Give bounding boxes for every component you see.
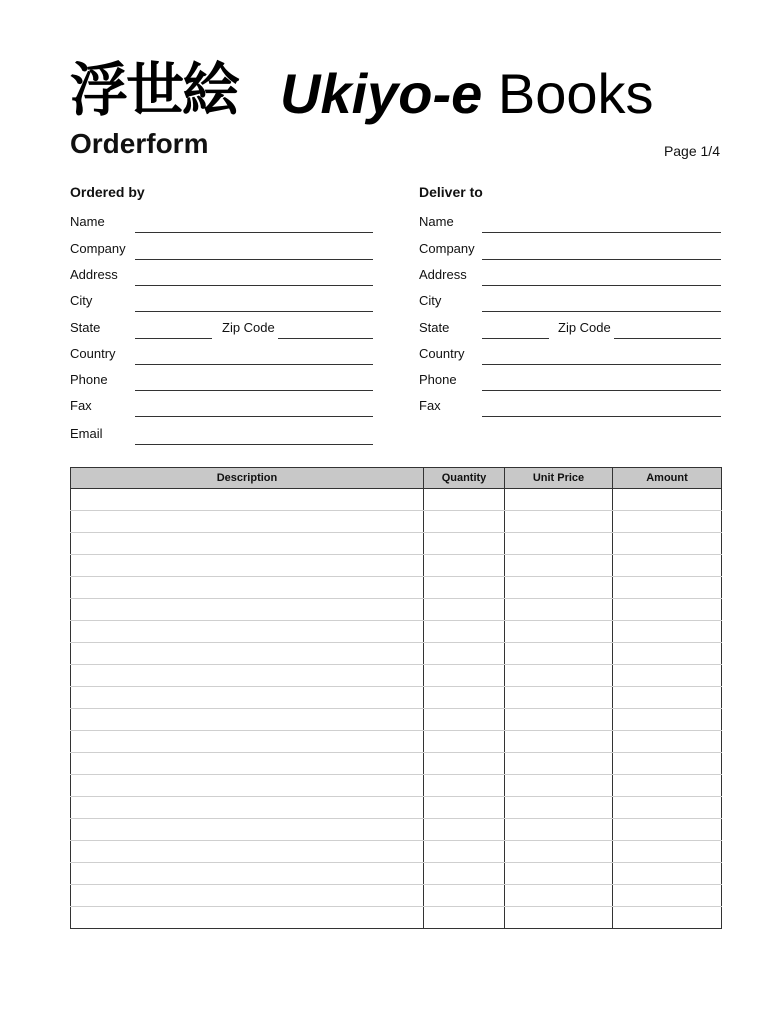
unit-price-cell[interactable]: [505, 863, 613, 885]
unit-price-cell[interactable]: [505, 511, 613, 533]
unit-price-cell[interactable]: [505, 621, 613, 643]
unit-price-cell[interactable]: [505, 665, 613, 687]
ordered-by-city-field[interactable]: [135, 311, 373, 312]
ordered-by-phone-field[interactable]: [135, 390, 373, 391]
table-row: [71, 797, 722, 819]
deliver-to-country-label: Country: [419, 346, 465, 361]
amount-cell[interactable]: [613, 797, 722, 819]
order-items-table: [70, 467, 722, 929]
deliver-to-heading: Deliver to: [419, 184, 483, 200]
ordered-by-name-field[interactable]: [135, 232, 373, 233]
ordered-by-company-field[interactable]: [135, 259, 373, 260]
unit-price-cell[interactable]: [505, 731, 613, 753]
description-cell[interactable]: [71, 489, 424, 511]
table-row: [71, 555, 722, 577]
description-cell[interactable]: [71, 863, 424, 885]
deliver-to-company-field[interactable]: [482, 259, 721, 260]
amount-cell[interactable]: [613, 709, 722, 731]
amount-cell[interactable]: [613, 753, 722, 775]
quantity-cell[interactable]: [424, 753, 505, 775]
deliver-to-city-field[interactable]: [482, 311, 721, 312]
unit-price-cell[interactable]: [505, 885, 613, 907]
amount-cell[interactable]: [613, 819, 722, 841]
deliver-to-address-field[interactable]: [482, 285, 721, 286]
description-cell[interactable]: [71, 885, 424, 907]
description-cell[interactable]: [71, 599, 424, 621]
description-cell[interactable]: [71, 907, 424, 929]
deliver-to-zip-field[interactable]: [614, 338, 721, 339]
deliver-to-state-field[interactable]: [482, 338, 549, 339]
unit-price-cell[interactable]: [505, 687, 613, 709]
amount-cell[interactable]: [613, 555, 722, 577]
ordered-by-email-label: Email: [70, 426, 103, 441]
table-row: [71, 489, 722, 511]
quantity-cell[interactable]: [424, 643, 505, 665]
table-row: [71, 577, 722, 599]
deliver-to-name-label: Name: [419, 214, 454, 229]
deliver-to-state-label: State: [419, 320, 450, 335]
ordered-by-country-label: Country: [70, 346, 116, 361]
deliver-to-address-label: Address: [419, 267, 467, 282]
table-row: [71, 885, 722, 907]
quantity-cell[interactable]: [424, 885, 505, 907]
table-row: [71, 687, 722, 709]
amount-cell[interactable]: [613, 489, 722, 511]
unit-price-cell[interactable]: [505, 577, 613, 599]
description-cell[interactable]: [71, 731, 424, 753]
ordered-by-phone-label: Phone: [70, 372, 108, 387]
deliver-to-country-field[interactable]: [482, 364, 721, 365]
ordered-by-heading: Ordered by: [70, 184, 145, 200]
unit-price-cell[interactable]: [505, 533, 613, 555]
amount-cell[interactable]: [613, 621, 722, 643]
quantity-cell[interactable]: [424, 687, 505, 709]
amount-cell[interactable]: [613, 643, 722, 665]
quantity-cell[interactable]: [424, 841, 505, 863]
amount-cell[interactable]: [613, 731, 722, 753]
unit-price-cell[interactable]: [505, 489, 613, 511]
brand-name: [280, 62, 654, 126]
unit-price-cell[interactable]: [505, 709, 613, 731]
table-row: [71, 775, 722, 797]
description-cell[interactable]: [71, 665, 424, 687]
column-header-amount: Amount: [613, 468, 722, 489]
quantity-cell[interactable]: [424, 709, 505, 731]
table-row: [71, 709, 722, 731]
description-cell[interactable]: [71, 577, 424, 599]
description-cell[interactable]: [71, 841, 424, 863]
amount-cell[interactable]: [613, 841, 722, 863]
table-row: [71, 819, 722, 841]
ordered-by-name-label: Name: [70, 214, 105, 229]
page-title: Orderform: [70, 128, 209, 159]
quantity-cell[interactable]: [424, 665, 505, 687]
table-header-row: [71, 468, 722, 489]
quantity-cell[interactable]: [424, 775, 505, 797]
quantity-cell[interactable]: [424, 489, 505, 511]
deliver-to-phone-field[interactable]: [482, 390, 721, 391]
quantity-cell[interactable]: [424, 577, 505, 599]
amount-cell[interactable]: [613, 885, 722, 907]
ordered-by-company-label: Company: [70, 241, 126, 256]
deliver-to-company-label: Company: [419, 241, 475, 256]
amount-cell[interactable]: [613, 599, 722, 621]
table-row: [71, 643, 722, 665]
unit-price-cell[interactable]: [505, 775, 613, 797]
brand-name-bold: Ukiyo-e: [280, 62, 483, 125]
quantity-cell[interactable]: [424, 819, 505, 841]
unit-price-cell[interactable]: [505, 819, 613, 841]
ordered-by-state-field[interactable]: [135, 338, 212, 339]
column-header-description: Description: [71, 468, 424, 489]
column-header-unit-price: Unit Price: [505, 468, 613, 489]
deliver-to-fax-label: Fax: [419, 398, 441, 413]
ordered-by-address-field[interactable]: [135, 285, 373, 286]
description-cell[interactable]: [71, 511, 424, 533]
quantity-cell[interactable]: [424, 731, 505, 753]
description-cell[interactable]: [71, 753, 424, 775]
deliver-to-zip-label: Zip Code: [558, 320, 611, 335]
table-row: [71, 511, 722, 533]
amount-cell[interactable]: [613, 665, 722, 687]
table-row: [71, 753, 722, 775]
table-row: [71, 841, 722, 863]
quantity-cell[interactable]: [424, 621, 505, 643]
amount-cell[interactable]: [613, 863, 722, 885]
unit-price-cell[interactable]: [505, 797, 613, 819]
table-row: [71, 731, 722, 753]
quantity-cell[interactable]: [424, 797, 505, 819]
quantity-cell[interactable]: [424, 511, 505, 533]
unit-price-cell[interactable]: [505, 841, 613, 863]
quantity-cell[interactable]: [424, 533, 505, 555]
quantity-cell[interactable]: [424, 863, 505, 885]
description-cell[interactable]: [71, 533, 424, 555]
deliver-to-city-label: City: [419, 293, 442, 308]
ordered-by-state-label: State: [70, 320, 101, 335]
description-cell[interactable]: [71, 643, 424, 665]
amount-cell[interactable]: [613, 907, 722, 929]
deliver-to-fax-field[interactable]: [482, 416, 721, 417]
description-cell[interactable]: [71, 819, 424, 841]
unit-price-cell[interactable]: [505, 643, 613, 665]
ordered-by-fax-label: Fax: [70, 398, 92, 413]
description-cell[interactable]: [71, 555, 424, 577]
table-row: [71, 621, 722, 643]
unit-price-cell[interactable]: [505, 555, 613, 577]
unit-price-cell[interactable]: [505, 907, 613, 929]
page-number: Page 1/4: [663, 143, 720, 159]
amount-cell[interactable]: [613, 511, 722, 533]
column-header-quantity: Quantity: [424, 468, 505, 489]
brand-name-regular: Books: [482, 62, 654, 125]
ordered-by-zip-label: Zip Code: [222, 320, 275, 335]
ordered-by-country-field[interactable]: [135, 364, 373, 365]
description-cell[interactable]: [71, 775, 424, 797]
description-cell[interactable]: [71, 797, 424, 819]
logo-kanji: 浮世絵: [70, 56, 239, 124]
ordered-by-city-label: City: [70, 293, 93, 308]
deliver-to-phone-label: Phone: [419, 372, 457, 387]
amount-cell[interactable]: [613, 577, 722, 599]
ordered-by-email-field[interactable]: [135, 444, 373, 445]
unit-price-cell[interactable]: [505, 599, 613, 621]
ordered-by-zip-field[interactable]: [278, 338, 373, 339]
description-cell[interactable]: [71, 687, 424, 709]
description-cell[interactable]: [71, 621, 424, 643]
quantity-cell[interactable]: [424, 555, 505, 577]
table-row: [71, 907, 722, 929]
unit-price-cell[interactable]: [505, 753, 613, 775]
amount-cell[interactable]: [613, 775, 722, 797]
ordered-by-address-label: Address: [70, 267, 118, 282]
amount-cell[interactable]: [613, 687, 722, 709]
table-row: [71, 599, 722, 621]
table-row: [71, 863, 722, 885]
ordered-by-fax-field[interactable]: [135, 416, 373, 417]
table-row: [71, 533, 722, 555]
table-row: [71, 665, 722, 687]
quantity-cell[interactable]: [424, 599, 505, 621]
amount-cell[interactable]: [613, 533, 722, 555]
quantity-cell[interactable]: [424, 907, 505, 929]
deliver-to-name-field[interactable]: [482, 232, 721, 233]
description-cell[interactable]: [71, 709, 424, 731]
